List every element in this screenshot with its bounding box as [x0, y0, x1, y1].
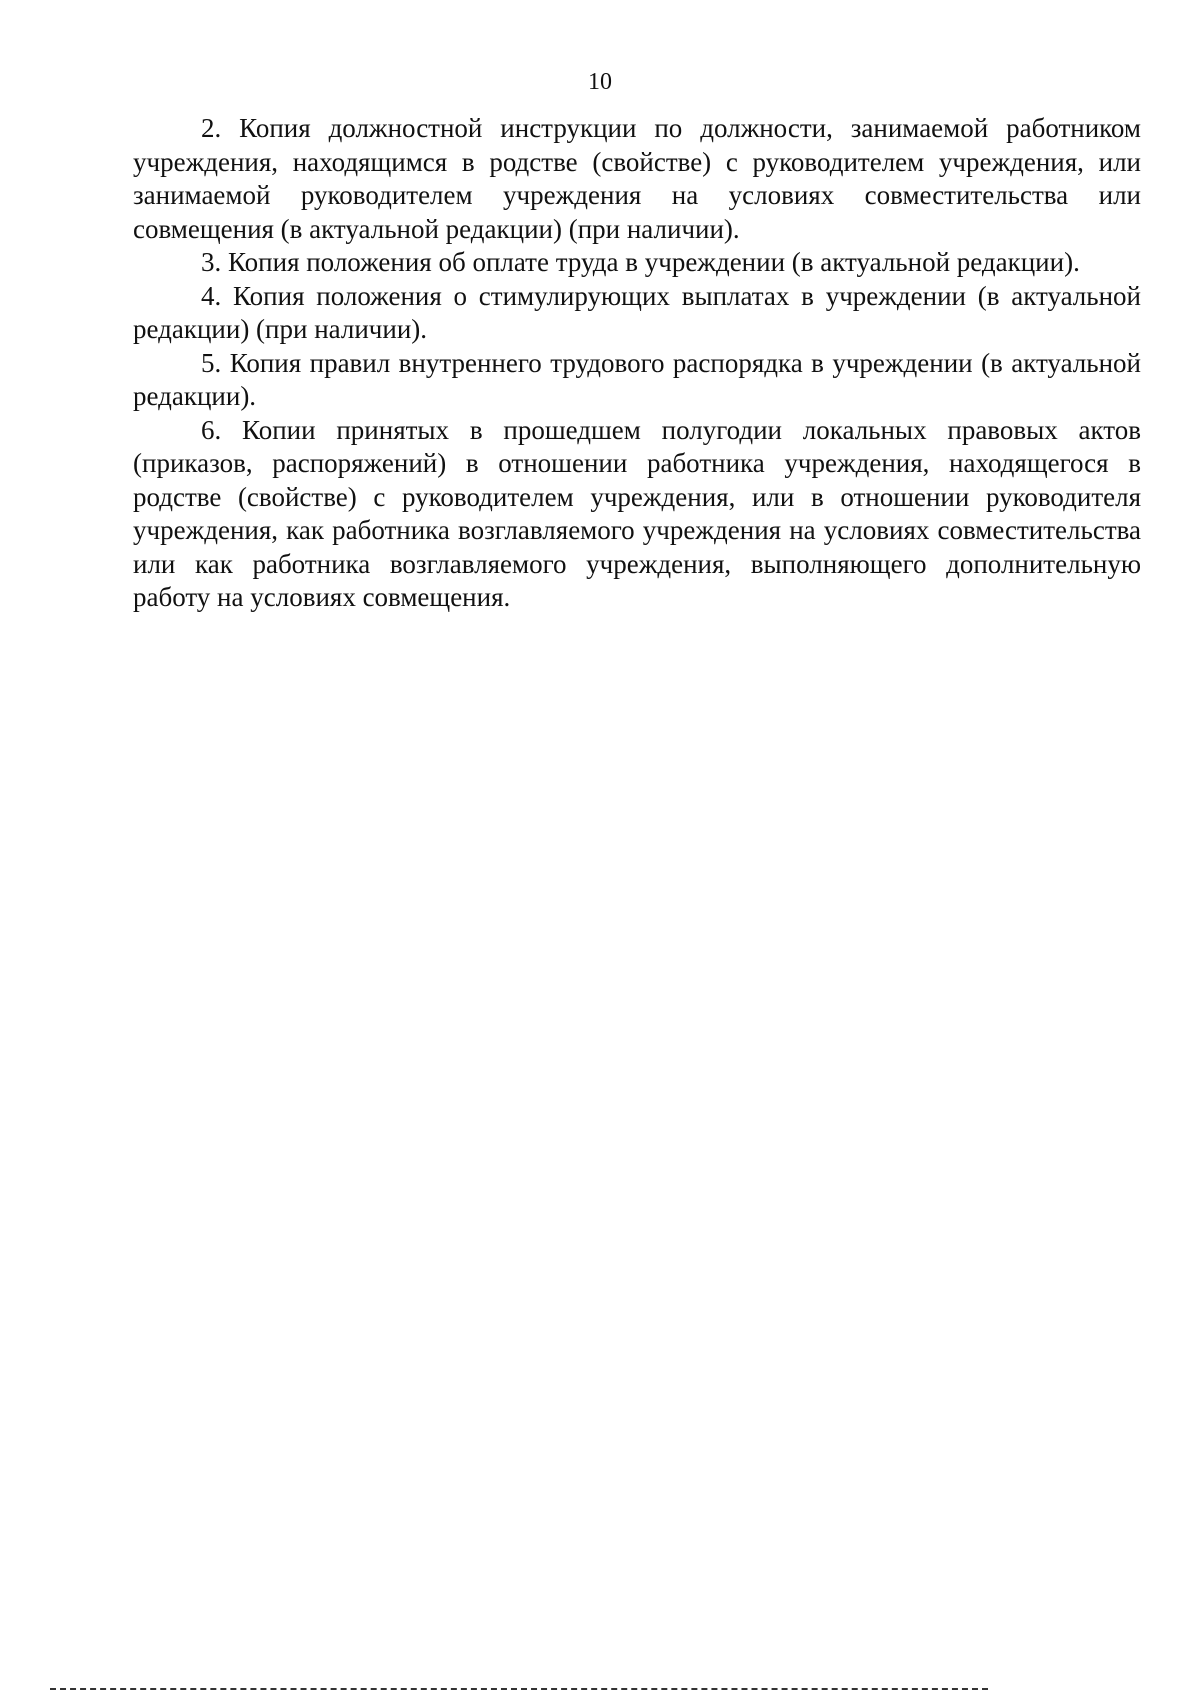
document-body	[133, 112, 1141, 615]
paragraph-item-5: 5. Копия правил внутреннего трудового распорядка в учреждении (в актуальной редакции).	[133, 347, 1141, 411]
paragraph-item-6: 6. Копии принятых в прошедшем полугодии локальных правовых актов (приказов, распоряжений) в отношении работника учреждения, находящегося в родстве (свойстве) с руководителем учреждения, или в отношении руководителя учреждения, как работника возглавляемого учреждения на условиях совместительства или как работника возглавляемого учреждения, выполняющего дополнительную работу на условиях совмещения.	[133, 414, 1141, 612]
paragraph-item-3: 3. Копия положения об оплате труда в учреждении (в актуальной редакции).	[201, 247, 1080, 277]
page-number: 10	[588, 69, 612, 95]
paragraph-item-2: 2. Копия должностной инструкции по должности, занимаемой работником учреждения, находящимся в родстве (свойстве) с руководителем учреждения, или занимаемой руководителем учреждения на условиях совместительства или совмещения (в актуальной редакции) (при наличии).	[133, 113, 1141, 244]
paragraph-item-4: 4. Копия положения о стимулирующих выплатах в учреждении (в актуальной редакции) (при наличии).	[133, 280, 1141, 344]
scan-bottom-rule	[50, 1688, 988, 1690]
